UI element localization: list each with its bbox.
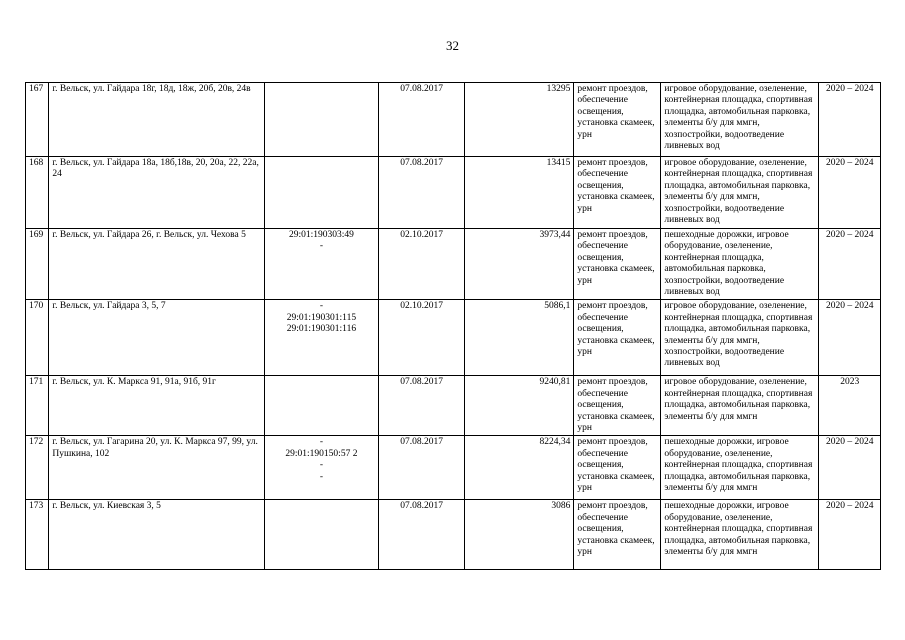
page-number: 32 — [446, 38, 459, 53]
cadastral-line: 29:01:190303:49 — [288, 230, 354, 240]
row-number-cell: 167 — [26, 83, 49, 157]
address-cell: г. Вельск, ул. Киевская 3, 5 — [49, 500, 264, 570]
basic-works-cell: ремонт проездов, обеспечение освещения, установка скамеек, урн — [574, 83, 661, 157]
cadastral-number-cell — [264, 229, 379, 300]
table-row — [26, 300, 881, 376]
address-cell: г. Вельск, ул. К. Маркса 91, 91а, 91б, 91г — [49, 376, 264, 436]
table-row — [26, 500, 881, 570]
cadastral-line: 29:01:190301:116 — [286, 324, 357, 335]
date-cell: 07.08.2017 — [379, 500, 465, 570]
address-cell: г. Вельск, ул. Гайдара 3, 5, 7 — [49, 300, 264, 376]
period-cell: 2020 – 2024 — [819, 436, 881, 500]
cadastral-line: - — [319, 241, 324, 252]
date-cell: 07.08.2017 — [379, 83, 465, 157]
cadastral-line: 29:01:190150:57 2 — [285, 448, 358, 459]
area-cell: 8224,34 — [465, 436, 574, 500]
date-cell: 07.08.2017 — [379, 436, 465, 500]
table-row — [26, 229, 881, 300]
territory-registry-table — [25, 82, 881, 570]
cadastral-number-cell — [264, 436, 379, 500]
area-cell: 3086 — [465, 500, 574, 570]
basic-works-cell: ремонт проездов, обеспечение освещения, установка скамеек, урн — [574, 229, 661, 300]
period-cell: 2020 – 2024 — [819, 157, 881, 229]
area-cell: 5086,1 — [465, 300, 574, 376]
area-cell: 13415 — [465, 157, 574, 229]
additional-works-cell: пешеходные дорожки, игровое оборудование, озеленение, контейнерная площадка, спортивная площадка, автомобильная парковка, элементы б/у для ммгн — [661, 436, 819, 500]
period-cell: 2020 – 2024 — [819, 83, 881, 157]
table-body — [26, 83, 881, 570]
date-cell: 02.10.2017 — [379, 229, 465, 300]
row-number-cell: 169 — [26, 229, 49, 300]
cadastral-line: - — [319, 301, 324, 312]
area-cell: 3973,44 — [465, 229, 574, 300]
additional-works-cell: пешеходные дорожки, игровое оборудование, озеленение, контейнерная площадка, спортивная площадка, автомобильная парковка, элементы б/у для ммгн — [661, 500, 819, 570]
cadastral-line: 29:01:190301:115 — [286, 312, 357, 323]
date-cell: 07.08.2017 — [379, 157, 465, 229]
row-number-cell: 170 — [26, 300, 49, 376]
date-cell: 07.08.2017 — [379, 376, 465, 436]
row-number-cell: 172 — [26, 436, 49, 500]
table-row — [26, 83, 881, 157]
period-cell: 2020 – 2024 — [819, 500, 881, 570]
address-cell: г. Вельск, ул. Гагарина 20, ул. К. Маркса 97, 99, ул. Пушкина, 102 — [49, 436, 264, 500]
basic-works-cell: ремонт проездов, обеспечение освещения, установка скамеек, урн — [574, 436, 661, 500]
cadastral-number-cell — [264, 500, 379, 570]
basic-works-cell: ремонт проездов, обеспечение освещения, установка скамеек, урн — [574, 500, 661, 570]
additional-works-cell: игровое оборудование, озеленение, контейнерная площадка, спортивная площадка, автомобильная парковка, элементы б/у для ммгн — [661, 376, 819, 436]
cadastral-line: - — [319, 437, 324, 448]
cadastral-number-cell — [264, 83, 379, 157]
basic-works-cell: ремонт проездов, обеспечение освещения, установка скамеек, урн — [574, 300, 661, 376]
cadastral-line: - — [319, 471, 324, 482]
address-cell: г. Вельск, ул. Гайдара 18а, 18б,18в, 20, 20а, 22, 22а, 24 — [49, 157, 264, 229]
row-number-cell: 173 — [26, 500, 49, 570]
date-cell: 02.10.2017 — [379, 300, 465, 376]
period-cell: 2023 — [819, 376, 881, 436]
area-cell: 13295 — [465, 83, 574, 157]
period-cell: 2020 – 2024 — [819, 229, 881, 300]
table-row — [26, 436, 881, 500]
cadastral-line: - — [319, 460, 324, 471]
additional-works-cell: игровое оборудование, озеленение, контейнерная площадка, спортивная площадка, автомобильная парковка, элементы б/у для ммгн, хозпостройки, водоотведение ливневых вод — [661, 157, 819, 229]
area-cell: 9240,81 — [465, 376, 574, 436]
basic-works-cell: ремонт проездов, обеспечение освещения, установка скамеек, урн — [574, 376, 661, 436]
basic-works-cell: ремонт проездов, обеспечение освещения, установка скамеек, урн — [574, 157, 661, 229]
cadastral-number-cell — [264, 376, 379, 436]
table-row — [26, 157, 881, 229]
additional-works-cell: игровое оборудование, озеленение, контейнерная площадка, спортивная площадка, автомобильная парковка, элементы б/у для ммгн, хозпостройки, водоотведение ливневых вод — [661, 300, 819, 376]
address-cell: г. Вельск, ул. Гайдара 18г, 18д, 18ж, 20б, 20в, 24в — [49, 83, 264, 157]
additional-works-cell: игровое оборудование, озеленение, контейнерная площадка, спортивная площадка, автомобильная парковка, элементы б/у для ммгн, хозпостройки, водоотведение ливневых вод — [661, 83, 819, 157]
address-cell: г. Вельск, ул. Гайдара 26, г. Вельск, ул. Чехова 5 — [49, 229, 264, 300]
row-number-cell: 171 — [26, 376, 49, 436]
additional-works-cell: пешеходные дорожки, игровое оборудование, озеленение, контейнерная площадка, автомобильная парковка, хозпостройки, водоотведение ливневых вод — [661, 229, 819, 300]
cadastral-number-cell — [264, 300, 379, 376]
row-number-cell: 168 — [26, 157, 49, 229]
table-row — [26, 376, 881, 436]
period-cell: 2020 – 2024 — [819, 300, 881, 376]
cadastral-number-cell — [264, 157, 379, 229]
